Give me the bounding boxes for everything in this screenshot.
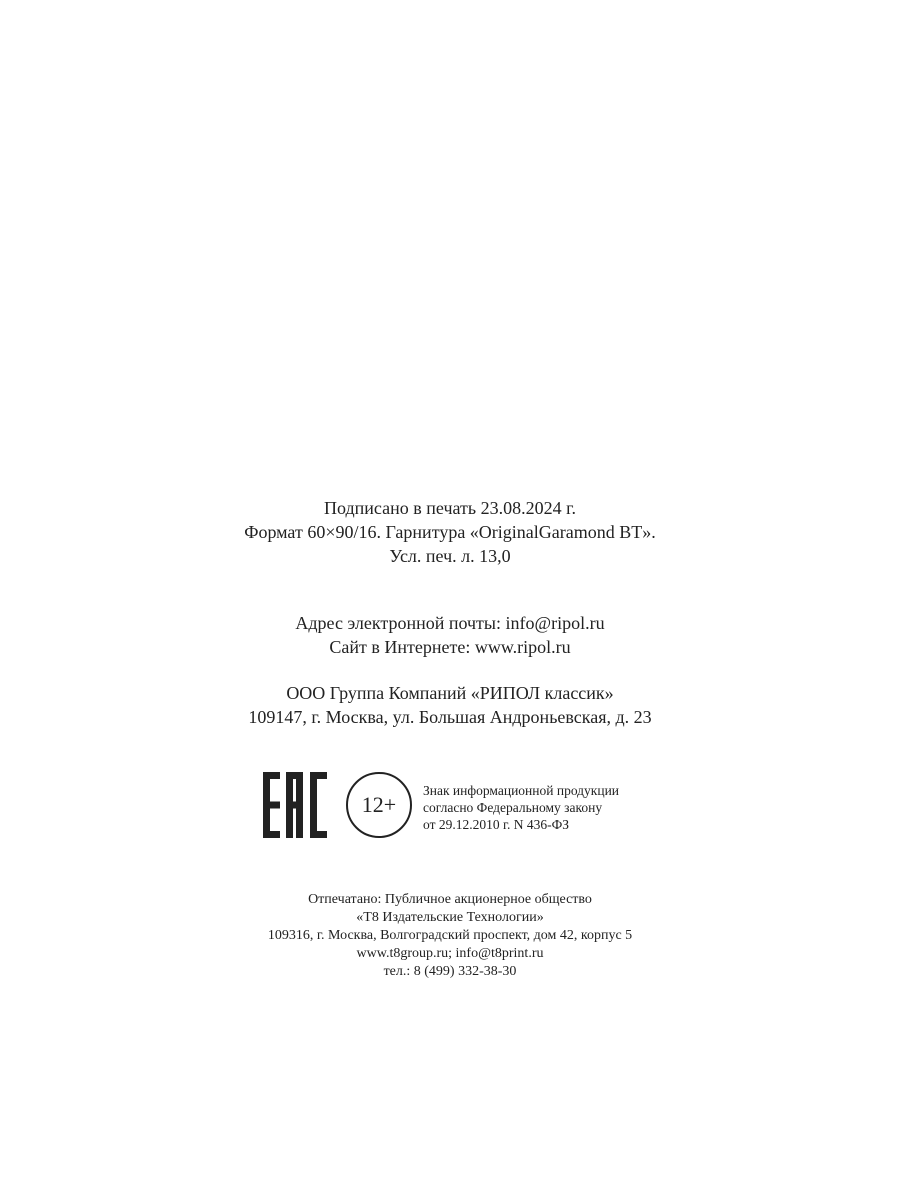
eac-logo-icon — [263, 772, 331, 838]
notice-line: Знак информационной продукции — [423, 783, 620, 798]
website-line: Сайт в Интернете: www.ripol.ru — [329, 637, 571, 657]
publisher-name: ООО Группа Компаний «РИПОЛ классик» — [286, 683, 614, 703]
printer-line: Отпечатано: Публичное акционерное общество — [308, 892, 592, 907]
printer-line: «Т8 Издательские Технологии» — [356, 910, 544, 925]
printer-line: 109316, г. Москва, Волгоградский проспект, дом 42, корпус 5 — [267, 928, 633, 943]
notice-line: согласно Федеральному закону — [423, 800, 603, 815]
publisher-address: 109147, г. Москва, ул. Большая Андроньевская, д. 23 — [248, 707, 652, 727]
printer-line: www.t8group.ru; info@t8print.ru — [356, 946, 544, 961]
signed-date-line: Подписано в печать 23.08.2024 г. — [324, 498, 576, 518]
printed-sheets-line: Усл. печ. л. 13,0 — [389, 546, 511, 566]
email-line: Адрес электронной почты: info@ripol.ru — [295, 613, 605, 633]
printer-line: тел.: 8 (499) 332-38-30 — [383, 964, 517, 979]
format-line: Формат 60×90/16. Гарнитура «OriginalGaramond BT». — [244, 522, 656, 542]
notice-line: от 29.12.2010 г. N 436-ФЗ — [423, 817, 570, 832]
info-product-notice — [423, 782, 619, 833]
age-rating-badge: 12+ — [346, 772, 412, 838]
